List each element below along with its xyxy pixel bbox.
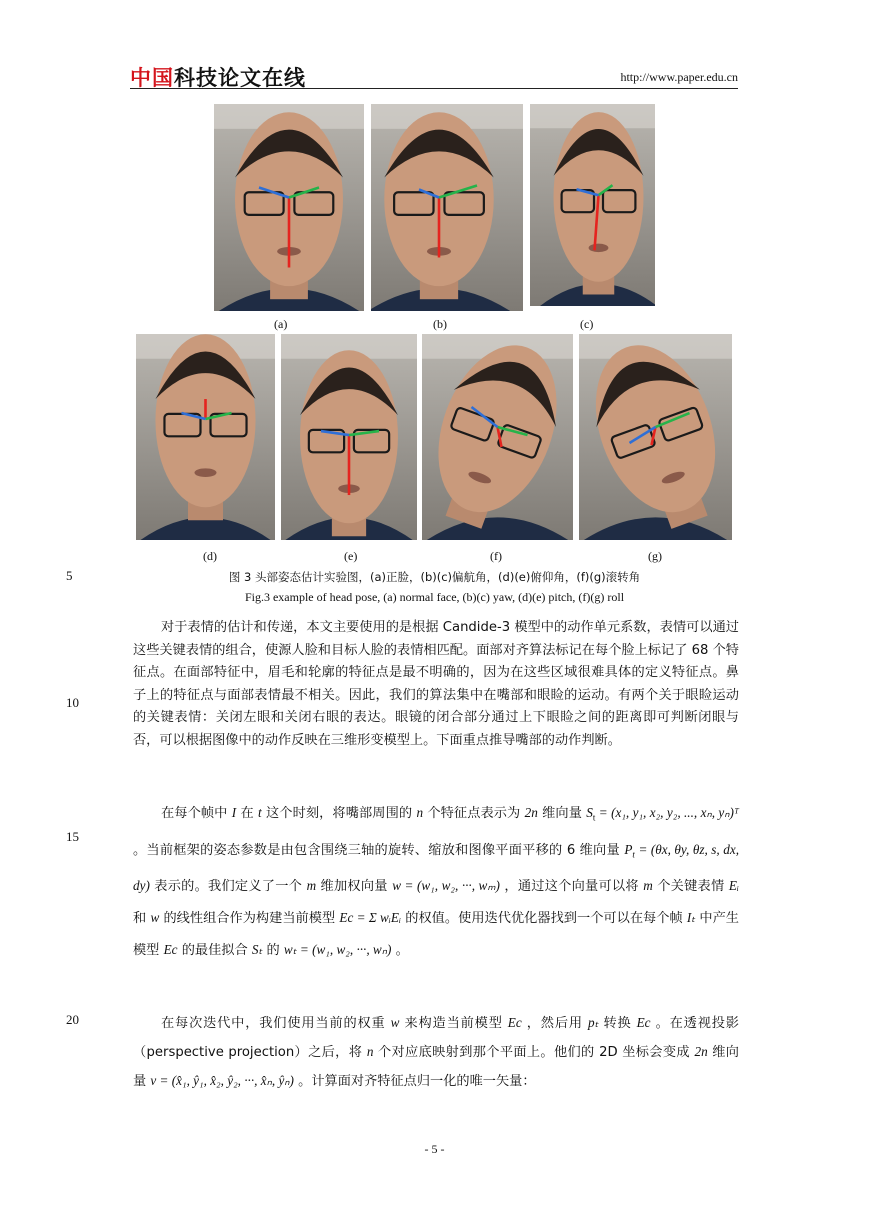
p3-text-5: 。在透视投影（perspective projection）之后，将 (133, 1016, 739, 1060)
p2-eq-3: w = (w₁, w₂, ···, wₘ) (392, 878, 500, 894)
p2-math-10: Ec (163, 942, 178, 958)
p3-eq-1: v = (x̂₁, ŷ₁, x̂₂, ŷ₂, ···, x̂ₙ, ŷₙ) (150, 1073, 294, 1088)
label-b: (b) (433, 317, 447, 331)
p3-text-3: ，然后用 (526, 1016, 583, 1031)
p2-text-4: 个特征点表示为 (427, 806, 521, 821)
p3-math-5: n (366, 1044, 374, 1059)
photo-c (530, 104, 655, 306)
p3-math-6: 2n (694, 1044, 708, 1059)
photo-b (371, 104, 523, 311)
p2-eq-1-rhs: = (x₁, y₁, x₂, y₂, ..., xₙ, yₙ)ᵀ (595, 805, 739, 820)
p2-text-7: 表示的。我们定义了一个 (154, 879, 303, 895)
paragraph-2 (133, 797, 739, 966)
p3-text-8: 。计算面对齐特征点归一化的唯一矢量： (298, 1074, 536, 1089)
p2-math-2: t (258, 805, 262, 820)
p2-text-12: 的线性组合作为构建当前模型 (163, 911, 336, 927)
p3-text-6: 个对应底映射到那个平面上。他们的 2D 坐标会变成 (377, 1045, 690, 1060)
p2-math-5: m (306, 878, 317, 894)
logo-black-text: 科技论文在线 (174, 66, 306, 90)
p2-math-4: 2n (524, 805, 538, 820)
p3-math-4: Ec (636, 1015, 651, 1030)
p2-text-14: 中产生模型 (133, 911, 739, 959)
paragraph-1 (133, 617, 739, 752)
p2-text-2: 在 (240, 806, 254, 821)
p2-eq-4: Ec = Σ wᵢEᵢ (339, 910, 402, 926)
p2-text-11: 和 (133, 911, 147, 927)
paragraph-3 (133, 1009, 739, 1096)
figure-caption-zh: 图 3 头部姿态估计实验图，(a)正脸，(b)(c)偏航角，(d)(e)俯仰角，(f)(g)滚转角 (228, 570, 641, 584)
p2-text-16: 的 (266, 943, 280, 959)
p2-text-15: 的最佳拟合 (181, 943, 248, 959)
p3-text-2: 来构造当前模型 (404, 1016, 503, 1031)
p2-eq-1: $S_t = (x_1$, y₁, x₂, y₂, ..., xₙ, yₙ)ᵀ (586, 805, 739, 823)
p2-math-11: Sₜ (251, 942, 263, 958)
p2-math-8: w (150, 910, 160, 926)
label-f: (f) (490, 549, 502, 563)
paragraph-1-text: 对于表情的估计和传递，本文主要使用的是根据 Candide-3 模型中的动作单元系数，表情可以通过这些关键表情的组合，使源人脸和目标人脸的表情相匹配。面部对齐算法标记在每个脸上标记了 68 个特征点。在面部特征中，眉毛和轮廓的特征点是最不明确的，因为在这些区域很难具体的定义特征点。鼻子上的特征点与面部表情最不相关。因此，我们的算法集中在嘴部和眼睑的运动。有两个关于眼睑运动的关键表情：关闭左眼和关闭右眼的表达。眼镜的闭合部分通过上下眼睑之间的距离即可判断闭眼与否，可以根据图像中的动作反映在三维形变模型上。下面重点推导嘴部的动作判断。 (133, 620, 739, 748)
page-header (130, 62, 738, 89)
photo-a (214, 104, 364, 311)
label-a: (a) (274, 317, 288, 331)
label-e: (e) (344, 549, 358, 563)
photo-f (422, 334, 573, 540)
p2-math-7: Eᵢ (728, 878, 740, 894)
label-c: (c) (580, 317, 594, 331)
p2-eq-1-lhs: S (586, 805, 593, 820)
photo-d (136, 334, 275, 540)
journal-logo (130, 62, 306, 92)
page-number: - 5 - (424, 1142, 445, 1156)
p2-eq-2-rhs: = (θx, θy, θz, s, dx, dy) (133, 841, 739, 894)
photo-e (281, 334, 417, 540)
p2-text-17: 。 (395, 943, 409, 959)
p2-eq-2: $P_t = (\theta x$, θy, θz, s, dx, dy) (133, 841, 739, 894)
p2-eq-5: wₜ = (w₁, w₂, ···, wₙ) (283, 942, 392, 958)
p2-text-3: 这个时刻，将嘴部周围的 (266, 806, 413, 821)
p3-math-2: Ec (507, 1015, 522, 1030)
p3-text-4: 转换 (603, 1016, 632, 1031)
p3-math-1: w (390, 1015, 400, 1030)
header-url: http://www.paper.edu.cn (620, 70, 738, 84)
label-g: (g) (648, 549, 662, 563)
figure-caption-en: Fig.3 example of head pose, (a) normal face, (b)(c) yaw, (d)(e) pitch, (f)(g) roll (244, 590, 625, 604)
label-d: (d) (203, 549, 217, 563)
p2-text-10: 个关键表情 (657, 879, 725, 895)
line-number-10: 10 (66, 695, 79, 710)
p2-math-1: I (231, 805, 237, 820)
p2-text-5: 维向量 (542, 806, 582, 821)
p3-text-7: 维向量 (133, 1045, 739, 1089)
p2-text-8: 维加权向量 (320, 879, 388, 895)
p2-text-1: 在每个帧中 (161, 806, 228, 821)
p2-math-6: m (643, 878, 653, 894)
p2-text-6: 。当前框架的姿态参数是由包含围绕三轴的旋转、缩放和图像平面平移的 6 维向量 (133, 842, 620, 858)
line-number-20: 20 (66, 1012, 79, 1027)
p2-eq-2-lhs: P (624, 841, 633, 857)
p3-text-1: 在每次迭代中，我们使用当前的权重 (161, 1016, 386, 1031)
line-number-15: 15 (66, 829, 79, 844)
p2-math-9: Iₜ (686, 910, 696, 926)
p2-text-13: 的权值。使用迭代优化器找到一个可以在每个帧 (405, 911, 683, 927)
logo-red-text: 中国 (130, 66, 174, 90)
photo-g (579, 334, 732, 540)
p3-math-3: pₜ (587, 1015, 599, 1030)
line-number-5: 5 (66, 568, 73, 583)
p2-text-9: ，通过这个向量可以将 (504, 879, 639, 895)
p2-math-3: n (416, 805, 424, 820)
